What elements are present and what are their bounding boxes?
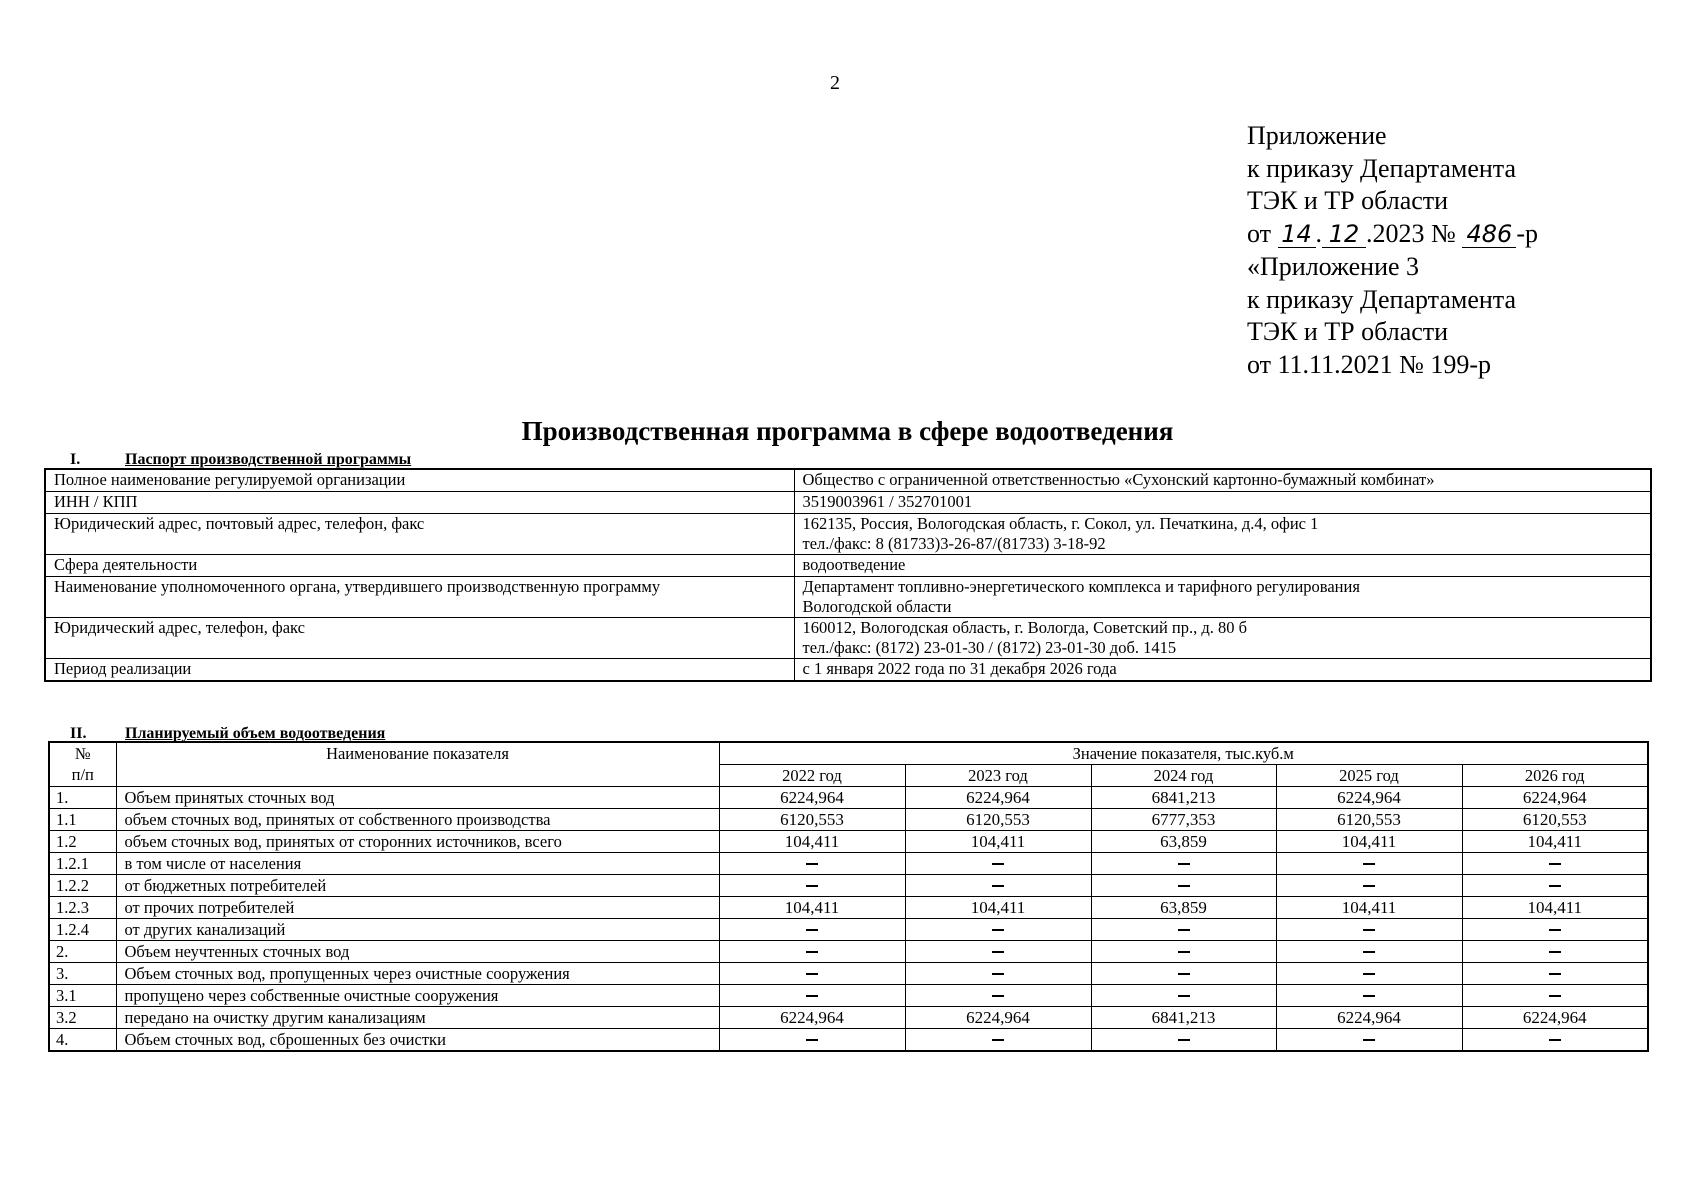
indicator-value: 6841,213 [1091, 1007, 1276, 1029]
indicator-value [905, 875, 1091, 897]
dash-mark [992, 929, 1004, 931]
column-header-number: № п/п [49, 742, 116, 787]
appendix-line: Приложение [1247, 121, 1387, 150]
dash-mark [806, 951, 818, 953]
column-header-year: 2025 год [1276, 765, 1462, 787]
column-header-value-group: Значение показателя, тыс.куб.м [719, 742, 1648, 765]
indicator-value [1462, 853, 1648, 875]
indicator-value [719, 985, 905, 1007]
indicator-value [1276, 941, 1462, 963]
passport-row [45, 514, 1651, 555]
passport-value-line: тел./факс: 8 (81733)3-26-87/(81733) 3-18-92 [802, 534, 1106, 553]
dash-mark [1549, 863, 1561, 865]
indicator-value [1462, 919, 1648, 941]
row-number: 1.2.2 [49, 875, 116, 897]
order-suffix: -р [1516, 219, 1539, 249]
page-number: 2 [830, 72, 840, 94]
passport-value [794, 618, 1651, 659]
indicator-name: от других канализаций [116, 919, 719, 941]
indicator-value: 6120,553 [1276, 809, 1462, 831]
dash-mark [1549, 885, 1561, 887]
dash-mark [1178, 951, 1190, 953]
indicator-name: от бюджетных потребителей [116, 875, 719, 897]
row-number: 1.2.3 [49, 897, 116, 919]
dash-mark [1363, 973, 1375, 975]
dash-mark [1363, 995, 1375, 997]
dash-mark [806, 995, 818, 997]
section-heading-passport [70, 451, 411, 469]
dash-mark [992, 951, 1004, 953]
indicator-value [1276, 985, 1462, 1007]
indicator-value: 104,411 [1276, 897, 1462, 919]
row-number: 2. [49, 941, 116, 963]
indicator-value [719, 963, 905, 985]
indicator-value [719, 875, 905, 897]
dash-mark [992, 863, 1004, 865]
indicator-value: 6224,964 [1276, 787, 1462, 809]
appendix-line: «Приложение 3 [1247, 251, 1420, 281]
passport-value-line: Общество с ограниченной ответственностью «Сухонский картонно-бумажный комбинат» [802, 470, 1435, 489]
passport-value-line: 162135, Россия, Вологодская область, г. Сокол, ул. Печаткина, д.4, офис 1 [802, 514, 1319, 533]
indicator-value: 6120,553 [905, 809, 1091, 831]
passport-value [794, 469, 1651, 492]
indicator-value: 104,411 [1276, 831, 1462, 853]
indicator-value: 6841,213 [1091, 787, 1276, 809]
appendix-line: ТЭК и ТР области [1247, 317, 1449, 347]
row-number: 3.2 [49, 1007, 116, 1029]
indicator-name: Объем сточных вод, пропущенных через очистные сооружения [116, 963, 719, 985]
indicator-value: 6224,964 [1462, 1007, 1648, 1029]
passport-label: Юридический адрес, почтовый адрес, телефон, факс [45, 514, 794, 555]
dash-mark [1363, 1039, 1375, 1041]
dash-mark [1178, 973, 1190, 975]
indicator-value: 6224,964 [719, 1007, 905, 1029]
row-number: 1.2.4 [49, 919, 116, 941]
indicator-value [1462, 963, 1648, 985]
appendix-line: от 11.11.2021 № 199-р [1247, 349, 1492, 379]
table-row [49, 809, 1648, 831]
passport-table [44, 468, 1652, 682]
passport-row [45, 492, 1651, 514]
indicator-value [1276, 875, 1462, 897]
column-header-year: 2022 год [719, 765, 905, 787]
handwritten-month: 12 [1322, 221, 1366, 248]
appendix-block [1247, 120, 1538, 382]
passport-row [45, 618, 1651, 659]
indicator-value [1091, 875, 1276, 897]
dash-mark [1363, 885, 1375, 887]
section-title: Планируемый объем водоотведения [125, 725, 386, 742]
date-prefix: от [1247, 219, 1272, 249]
indicator-value: 104,411 [1462, 897, 1648, 919]
passport-value-line: Вологодской области [802, 597, 952, 616]
column-header-year: 2023 год [905, 765, 1091, 787]
passport-value-line: тел./факс: (8172) 23-01-30 / (8172) 23-01-30 доб. 1415 [802, 638, 1177, 657]
table-row [49, 941, 1648, 963]
passport-label: Полное наименование регулируемой организации [45, 469, 794, 492]
indicator-value [1276, 1029, 1462, 1052]
indicator-value [1091, 941, 1276, 963]
dash-mark [1178, 995, 1190, 997]
dash-mark [1549, 973, 1561, 975]
table-row [49, 963, 1648, 985]
passport-label: Юридический адрес, телефон, факс [45, 618, 794, 659]
indicator-value: 6224,964 [905, 1007, 1091, 1029]
dash-mark [806, 1039, 818, 1041]
dash-mark [806, 885, 818, 887]
table-row [49, 919, 1648, 941]
table-row [49, 853, 1648, 875]
indicator-value: 6224,964 [1276, 1007, 1462, 1029]
dash-mark [1363, 863, 1375, 865]
indicator-value: 104,411 [719, 831, 905, 853]
indicator-name: объем сточных вод, принятых от собственного производства [116, 809, 719, 831]
appendix-line: к приказу Департамента [1247, 284, 1517, 314]
indicator-value: 6224,964 [1462, 787, 1648, 809]
indicator-value [1091, 853, 1276, 875]
passport-row [45, 469, 1651, 492]
passport-row [45, 555, 1651, 577]
passport-label: ИНН / КПП [45, 492, 794, 514]
column-header-name: Наименование показателя [116, 742, 719, 787]
table-row [49, 897, 1648, 919]
row-number: 4. [49, 1029, 116, 1052]
table-row [49, 1007, 1648, 1029]
passport-value [794, 555, 1651, 577]
indicator-value: 104,411 [719, 897, 905, 919]
dash-mark [1178, 1039, 1190, 1041]
table-row [49, 985, 1648, 1007]
indicator-value: 104,411 [905, 897, 1091, 919]
dash-mark [1178, 885, 1190, 887]
indicator-name: от прочих потребителей [116, 897, 719, 919]
indicator-value [1462, 941, 1648, 963]
appendix-line: ТЭК и ТР области [1247, 186, 1449, 216]
dash-mark [806, 863, 818, 865]
date-year-and-no: .2023 № [1366, 219, 1456, 249]
indicator-value [719, 1029, 905, 1052]
indicator-value [719, 919, 905, 941]
passport-label: Период реализации [45, 659, 794, 682]
passport-value-line: с 1 января 2022 года по 31 декабря 2026 года [802, 659, 1117, 678]
table-header-row [49, 742, 1648, 765]
dash-mark [1178, 863, 1190, 865]
passport-value [794, 492, 1651, 514]
handwritten-day: 14 [1278, 221, 1316, 248]
indicator-value [905, 941, 1091, 963]
indicator-value [905, 853, 1091, 875]
indicator-value: 104,411 [905, 831, 1091, 853]
dash-mark [1363, 951, 1375, 953]
indicator-value [1091, 919, 1276, 941]
dash-mark [1549, 929, 1561, 931]
row-number: 3.1 [49, 985, 116, 1007]
indicator-value [1276, 853, 1462, 875]
indicator-value [719, 853, 905, 875]
indicator-value [905, 985, 1091, 1007]
row-number: 1.1 [49, 809, 116, 831]
handwritten-order-number: 486 [1462, 221, 1516, 248]
indicator-value [905, 963, 1091, 985]
volumes-table [48, 741, 1649, 1052]
passport-row [45, 659, 1651, 682]
row-number: 3. [49, 963, 116, 985]
column-header-year: 2024 год [1091, 765, 1276, 787]
passport-value [794, 659, 1651, 682]
indicator-value: 63,859 [1091, 897, 1276, 919]
dash-mark [806, 973, 818, 975]
dash-mark [992, 1039, 1004, 1041]
indicator-name: пропущено через собственные очистные сооружения [116, 985, 719, 1007]
passport-value [794, 577, 1651, 618]
passport-value [794, 514, 1651, 555]
table-row [49, 875, 1648, 897]
indicator-value: 63,859 [1091, 831, 1276, 853]
indicator-value: 104,411 [1462, 831, 1648, 853]
section-title: Паспорт производственной программы [125, 451, 412, 468]
indicator-name: передано на очистку другим канализациям [116, 1007, 719, 1029]
dash-mark [992, 973, 1004, 975]
indicator-value: 6224,964 [719, 787, 905, 809]
table-row [49, 831, 1648, 853]
indicator-name: объем сточных вод, принятых от сторонних источников, всего [116, 831, 719, 853]
dash-mark [1363, 929, 1375, 931]
passport-label: Наименование уполномоченного органа, утвердившего производственную программу [45, 577, 794, 618]
indicator-value [1462, 1029, 1648, 1052]
dash-mark [992, 885, 1004, 887]
dash-mark [1549, 995, 1561, 997]
indicator-value [905, 1029, 1091, 1052]
dash-mark [1549, 951, 1561, 953]
indicator-name: в том числе от населения [116, 853, 719, 875]
table-row [49, 787, 1648, 809]
indicator-value [1276, 963, 1462, 985]
dash-mark [992, 995, 1004, 997]
indicator-value [1091, 963, 1276, 985]
dash-mark [806, 929, 818, 931]
passport-value-line: Департамент топливно-энергетического комплекса и тарифного регулирования [802, 577, 1360, 596]
passport-value-line: 160012, Вологодская область, г. Вологда, Советский пр., д. 80 б [802, 618, 1248, 637]
indicator-value [1276, 919, 1462, 941]
section-number: II. [70, 725, 87, 742]
column-header-year: 2026 год [1462, 765, 1648, 787]
row-number: 1.2 [49, 831, 116, 853]
indicator-value [1091, 985, 1276, 1007]
indicator-value [1462, 985, 1648, 1007]
indicator-value: 6120,553 [1462, 809, 1648, 831]
section-number: I. [70, 451, 81, 468]
appendix-line: к приказу Департамента [1247, 153, 1517, 183]
passport-row [45, 577, 1651, 618]
table-row [49, 1029, 1648, 1052]
passport-value-line: 3519003961 / 352701001 [802, 492, 973, 511]
indicator-value [1462, 875, 1648, 897]
indicator-value: 6224,964 [905, 787, 1091, 809]
indicator-value: 6777,353 [1091, 809, 1276, 831]
indicator-name: Объем принятых сточных вод [116, 787, 719, 809]
passport-label: Сфера деятельности [45, 555, 794, 577]
indicator-value [1091, 1029, 1276, 1052]
row-number: 1. [49, 787, 116, 809]
indicator-name: Объем неучтенных сточных вод [116, 941, 719, 963]
document-title: Производственная программа в сфере водоотведения [521, 416, 1174, 446]
indicator-name: Объем сточных вод, сброшенных без очистки [116, 1029, 719, 1052]
passport-value-line: водоотведение [802, 555, 906, 574]
indicator-value [719, 941, 905, 963]
indicator-value: 6120,553 [719, 809, 905, 831]
indicator-value [905, 919, 1091, 941]
dash-mark [1178, 929, 1190, 931]
appendix-date-line: от 14 . 12 .2023 № 486 -р [1247, 219, 1539, 249]
row-number: 1.2.1 [49, 853, 116, 875]
dash-mark [1549, 1039, 1561, 1041]
